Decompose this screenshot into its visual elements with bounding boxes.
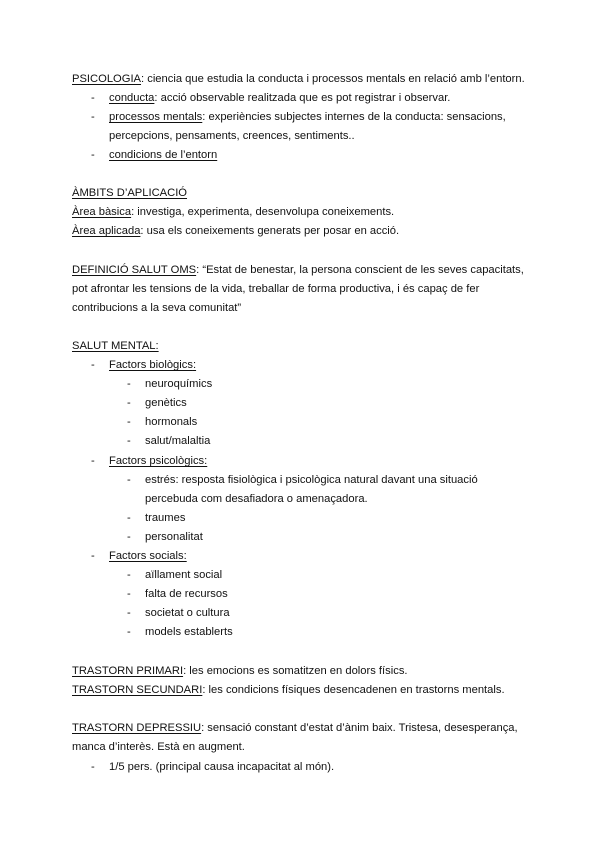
item-term: processos mentals xyxy=(109,111,203,123)
item-term: condicions de l’entorn xyxy=(109,149,218,161)
trastorn-secundari-def: : les condicions físiques desencadenen en trastorns mentals. xyxy=(202,684,505,696)
trastorn-primari-term: TRASTORN PRIMARI xyxy=(72,665,184,677)
bullet-dash: - xyxy=(91,455,95,467)
item-text: estrés: resposta fisiològica i psicològica natural davant una situació xyxy=(145,474,478,486)
list-item xyxy=(127,511,186,525)
list-item xyxy=(127,396,187,410)
item-text: genètics xyxy=(145,397,187,409)
psicologia-definition xyxy=(72,72,525,86)
list-item xyxy=(91,91,451,105)
oms-line-2: pot afrontar les tensions de la vida, treballar de forma productiva, i és capaç de fer xyxy=(72,283,480,295)
bullet-dash: - xyxy=(127,569,131,581)
bullet-dash: - xyxy=(127,626,131,638)
bullet-dash: - xyxy=(127,474,131,486)
area-basica-term: Àrea bàsica xyxy=(72,206,132,218)
factors-psicologics xyxy=(91,454,208,468)
trastorn-depressiu xyxy=(72,721,518,735)
list-item xyxy=(127,473,478,487)
list-item xyxy=(91,110,506,124)
list-item xyxy=(127,625,233,639)
list-item xyxy=(127,606,230,620)
trastorn-depressiu-line-2: manca d’interès. Està en augment. xyxy=(72,741,245,753)
area-aplicada xyxy=(72,224,399,238)
item-term: conducta xyxy=(109,92,155,104)
area-aplicada-term: Àrea aplicada xyxy=(72,225,141,237)
item-text: hormonals xyxy=(145,416,198,428)
oms-line-3: contribucions a la seva comunitat” xyxy=(72,302,242,314)
list-item xyxy=(91,760,335,774)
list-item-continuation: percebuda com desafiadora o amenaçadora. xyxy=(145,493,368,505)
bullet-dash: - xyxy=(127,435,131,447)
item-text: models establerts xyxy=(145,626,233,638)
area-aplicada-def: : usa els coneixements generats per posar en acció. xyxy=(140,225,400,237)
list-item-continuation: percepcions, pensaments, creences, sentiments.. xyxy=(109,130,355,142)
factors-socials-label: Factors socials: xyxy=(109,550,187,562)
list-item xyxy=(127,377,213,391)
item-text: falta de recursos xyxy=(145,588,228,600)
item-text: personalitat xyxy=(145,531,203,543)
item-text: aïllament social xyxy=(145,569,223,581)
area-basica-def: : investiga, experimenta, desenvolupa coneixements. xyxy=(131,206,395,218)
factors-psicologics-label: Factors psicològics: xyxy=(109,455,208,467)
oms-line-1: : “Estat de benestar, la persona conscient de les seves capacitats, xyxy=(196,264,524,276)
trastorn-primari xyxy=(72,664,408,678)
psicologia-def: : ciencia que estudia la conducta i processos mentals en relació amb l’entorn. xyxy=(141,73,525,85)
bullet-dash: - xyxy=(127,512,131,524)
list-item xyxy=(127,434,211,448)
psicologia-term: PSICOLOGIA xyxy=(72,73,142,85)
list-item xyxy=(127,587,228,601)
salut-mental-heading: SALUT MENTAL: xyxy=(72,340,159,352)
bullet-dash: - xyxy=(91,111,95,123)
trastorn-secundari-term: TRASTORN SECUNDARI xyxy=(72,684,203,696)
list-item xyxy=(127,415,198,429)
trastorn-depressiu-term: TRASTORN DEPRESSIU xyxy=(72,722,202,734)
trastorn-secundari xyxy=(72,683,505,697)
list-item xyxy=(127,568,223,582)
bullet-dash: - xyxy=(91,149,95,161)
bullet-dash: - xyxy=(127,416,131,428)
bullet-dash: - xyxy=(91,92,95,104)
item-text: societat o cultura xyxy=(145,607,230,619)
factors-socials xyxy=(91,549,187,563)
bullet-dash: - xyxy=(127,397,131,409)
bullet-dash: - xyxy=(127,531,131,543)
trastorn-primari-def: : les emocions es somatitzen en dolors físics. xyxy=(183,665,408,677)
item-def: : experiències subjectes internes de la conducta: sensacions, xyxy=(202,111,506,123)
factors-biologics-label: Factors biològics xyxy=(109,359,193,371)
item-text: traumes xyxy=(145,512,186,524)
factors-biologics xyxy=(91,358,197,372)
oms-term: DEFINICIÓ SALUT OMS xyxy=(72,264,197,276)
bullet-dash: - xyxy=(127,588,131,600)
item-def: : acció observable realitzada que es pot registrar i observar. xyxy=(154,92,451,104)
bullet-dash: - xyxy=(127,607,131,619)
item-text: salut/malaltia xyxy=(145,435,211,447)
item-text: neuroquímics xyxy=(145,378,213,390)
ambits-heading: ÀMBITS D’APLICACIÓ xyxy=(72,187,188,199)
area-basica xyxy=(72,205,394,219)
factors-biologics-suffix: : xyxy=(192,359,197,371)
item-text: 1/5 pers. (principal causa incapacitat al món). xyxy=(109,761,335,773)
list-item xyxy=(127,530,203,544)
oms-definition xyxy=(72,263,524,277)
bullet-dash: - xyxy=(91,550,95,562)
bullet-dash: - xyxy=(91,761,95,773)
trastorn-depressiu-line-1: : sensació constant d’estat d’ànim baix. Tristesa, desesperança, xyxy=(201,722,518,734)
list-item xyxy=(91,148,218,162)
bullet-dash: - xyxy=(127,378,131,390)
bullet-dash: - xyxy=(91,359,95,371)
